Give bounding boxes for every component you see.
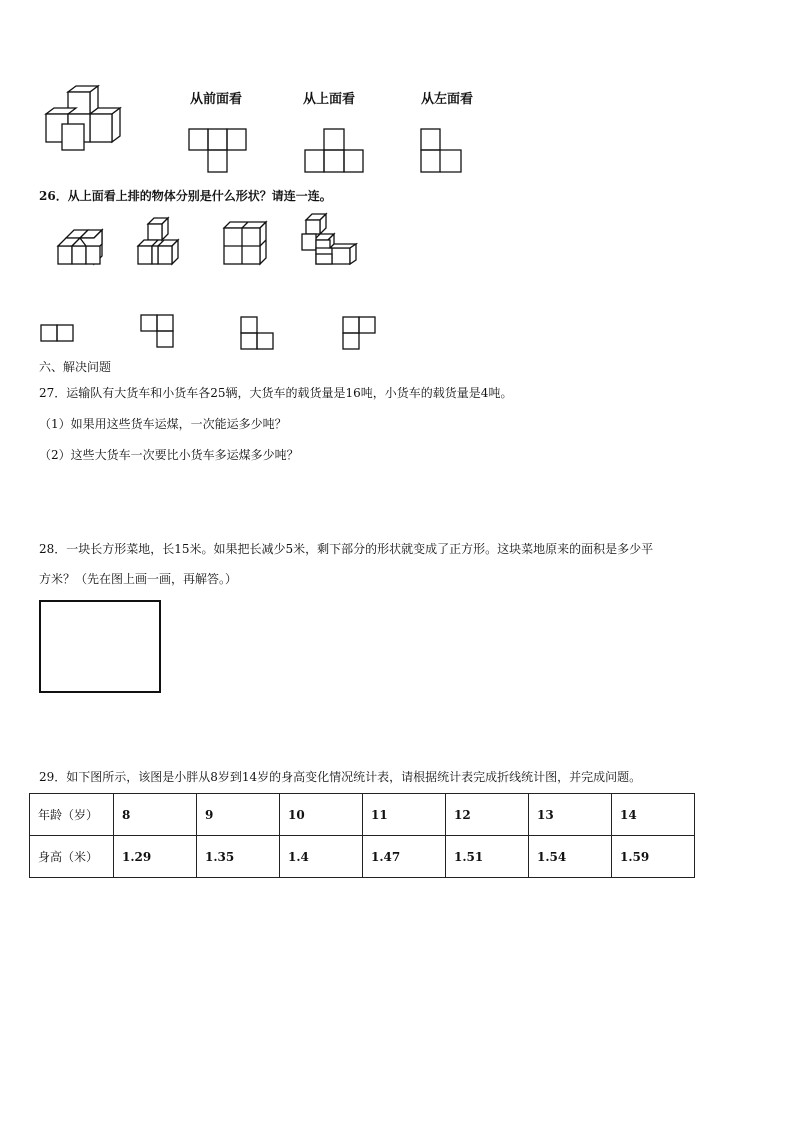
q26-shape-b [140, 314, 180, 354]
q28-square-diagram [39, 600, 161, 693]
table-cell: 9 [197, 794, 280, 836]
table-cell: 1.51 [446, 836, 529, 878]
q27-sub1: （1）如果用这些货车运煤，一次能运多少吨？ [39, 417, 287, 431]
table-cell: 11 [363, 794, 446, 836]
table-cell: 8 [114, 794, 197, 836]
q27-sub2: （2）这些大货车一次要比小货车多运煤多少吨？ [39, 448, 299, 462]
table-cell: 13 [529, 794, 612, 836]
top-view-shape [304, 128, 374, 178]
q28-line1: 28．一块长方形菜地，长15米。如果把长减少5米，剩下部分的形状就变成了正方形。这块菜地原来的面积是多少平 [39, 542, 654, 556]
table-cell: 1.54 [529, 836, 612, 878]
height-stats-table [29, 793, 695, 878]
q26-object-2 [136, 218, 186, 268]
table-row [30, 794, 695, 836]
left-view-label: 从左面看 [421, 92, 474, 107]
table-cell: 1.4 [280, 836, 363, 878]
front-view-shape [188, 128, 258, 178]
q26-object-1 [56, 226, 106, 266]
section-6-title: 六、解决问题 [39, 360, 112, 374]
top-view-label: 从上面看 [303, 92, 356, 107]
table-cell: 14 [612, 794, 695, 836]
q29-text: 29．如下图所示，该图是小胖从8岁到14岁的身高变化情况统计表，请根据统计表完成折线统计图，并完成问题。 [39, 770, 642, 784]
q26-object-3 [222, 220, 272, 266]
q26-shape-c [240, 316, 280, 356]
table-cell: 1.47 [363, 836, 446, 878]
front-view-label: 从前面看 [190, 92, 243, 107]
q27-text: 27．运输队有大货车和小货车各25辆，大货车的载货量是16吨，小货车的载货量是4吨。 [39, 386, 513, 400]
q28-line2: 方米？（先在图上画一画，再解答。） [39, 572, 238, 586]
table-cell: 1.59 [612, 836, 695, 878]
cube-stack-figure [40, 86, 130, 156]
q26-object-4 [300, 212, 360, 268]
table-cell: 1.35 [197, 836, 280, 878]
table-row [30, 836, 695, 878]
age-row-header: 年龄（岁） [30, 794, 114, 836]
q26-text: 26．从上面看上排的物体分别是什么形状？请连一连。 [39, 189, 332, 203]
table-cell: 1.29 [114, 836, 197, 878]
table-cell: 12 [446, 794, 529, 836]
height-row-header: 身高（米） [30, 836, 114, 878]
left-view-shape [420, 128, 470, 178]
q26-shape-a [40, 324, 80, 346]
table-cell: 10 [280, 794, 363, 836]
q26-shape-d [342, 316, 382, 356]
